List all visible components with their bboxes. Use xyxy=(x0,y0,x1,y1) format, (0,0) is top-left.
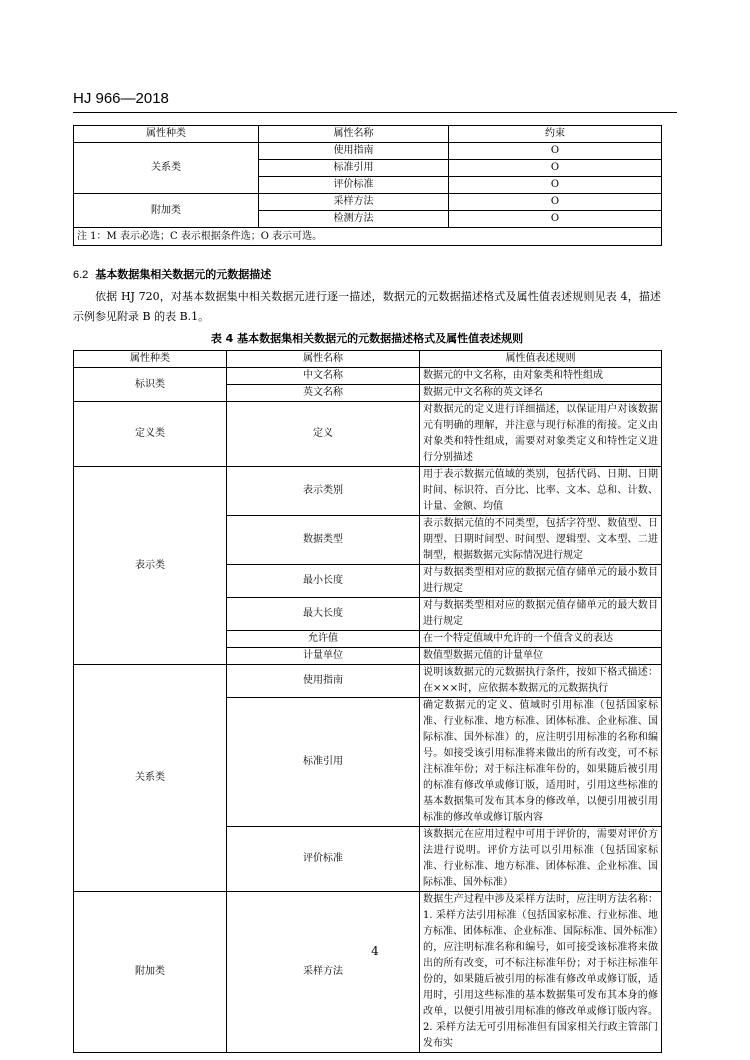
attribute-name-cell: 最小长度 xyxy=(227,565,420,598)
attribute-name-cell: 标准引用 xyxy=(259,160,449,177)
category-cell: 附加类 xyxy=(74,194,259,228)
attribute-name-cell: 最大长度 xyxy=(227,598,420,631)
table-row xyxy=(74,194,662,211)
rule-cell: 用于表示数据元值域的类别，包括代码、日期、日期时间、标识符、百分比、比率、文本、总和、计数、计量、金额、均值 xyxy=(420,467,662,516)
attribute-name-cell: 使用指南 xyxy=(259,143,449,160)
header-rule xyxy=(73,112,677,113)
table-note: 注 1：M 表示必选；C 表示根据条件选；O 表示可选。 xyxy=(74,228,662,246)
category-cell: 定义类 xyxy=(74,402,227,467)
attribute-name-cell: 评价标准 xyxy=(259,177,449,194)
attribute-name-cell: 计量单位 xyxy=(227,648,420,665)
column-header: 属性名称 xyxy=(227,351,420,368)
category-cell: 关系类 xyxy=(74,665,227,892)
column-header: 属性值表述规则 xyxy=(420,351,662,368)
attribute-name-cell: 允许值 xyxy=(227,631,420,648)
table-row xyxy=(74,402,662,467)
constraint-cell: O xyxy=(449,211,662,228)
attribute-name-cell: 评价标准 xyxy=(227,827,420,892)
attribute-name-cell: 定义 xyxy=(227,402,420,467)
constraint-cell: O xyxy=(449,160,662,177)
page-number: 4 xyxy=(371,944,379,958)
attribute-name-cell: 中文名称 xyxy=(227,368,420,385)
attribute-name-cell: 采样方法 xyxy=(227,892,420,1053)
section-number: 6.2 xyxy=(73,269,89,281)
attribute-name-cell: 数据类型 xyxy=(227,516,420,565)
rule-cell: 数据生产过程中涉及采样方法时，应注明方法名称：1. 采样方法引用标准（包括国家标准、行业标准、地方标准、团体标准、企业标准、国际标准、国外标准）的，应注明标准名称和编号，如可接受该标准将来做出的所有改变，可不标注标准年份；对于标注标准年份的，如果随后被引用的标准有修改单或修订版，适用时，引用这些标准的基本数据集可发布其本身的修改单，以便引用被引用标准的修改单或修订版内容。2. 采样方法无可引用标准但有国家相关行政主管部门发布实 xyxy=(420,892,662,1053)
section-heading xyxy=(73,266,271,282)
column-header: 约束 xyxy=(449,126,662,143)
attribute-name-cell: 表示类别 xyxy=(227,467,420,516)
rule-cell: 表示数据元值的不同类型，包括字符型、数值型、日期型、日期时间型、时间型、逻辑型、文本型、二进制型，根据数据元实际情况进行规定 xyxy=(420,516,662,565)
attribute-name-cell: 标准引用 xyxy=(227,698,420,827)
rule-cell: 对与数据类型相对应的数据元值存储单元的最大数目进行规定 xyxy=(420,598,662,631)
constraint-cell: O xyxy=(449,143,662,160)
table-row xyxy=(74,143,662,160)
rule-cell: 对与数据类型相对应的数据元值存储单元的最小数目进行规定 xyxy=(420,565,662,598)
table-row xyxy=(74,368,662,385)
table-row xyxy=(74,467,662,516)
table-row xyxy=(74,892,662,1053)
rule-cell: 对数据元的定义进行详细描述，以保证用户对该数据元有明确的理解，并注意与现行标准的衔接。定义由对象类和特性组成，需要对对象类定义和特性定义进行分别描述 xyxy=(420,402,662,467)
rule-cell: 数值型数据元值的计量单位 xyxy=(420,648,662,665)
rule-cell: 在一个特定值域中允许的一个值含义的表达 xyxy=(420,631,662,648)
attribute-name-cell: 检测方法 xyxy=(259,211,449,228)
rule-cell: 数据元中文名称的英文译名 xyxy=(420,385,662,402)
attribute-name-cell: 英文名称 xyxy=(227,385,420,402)
rule-cell: 说明该数据元的元数据执行条件，按如下格式描述：在×××时，应依据本数据元的元数据执行 xyxy=(420,665,662,698)
table-note-row xyxy=(74,228,662,246)
table-row xyxy=(74,665,662,698)
category-cell: 标识类 xyxy=(74,368,227,402)
column-header: 属性种类 xyxy=(74,126,259,143)
column-header: 属性种类 xyxy=(74,351,227,368)
table-header-row xyxy=(74,351,662,368)
column-header: 属性名称 xyxy=(259,126,449,143)
body-paragraph: 依据 HJ 720，对基本数据集中相关数据元进行逐一描述，数据元的元数据描述格式及属性值表述规则见表 4，描述示例参见附录 B 的表 B.1。 xyxy=(73,290,661,323)
attribute-constraint-table xyxy=(73,125,662,246)
constraint-cell: O xyxy=(449,177,662,194)
constraint-cell: O xyxy=(449,194,662,211)
attribute-name-cell: 使用指南 xyxy=(227,665,420,698)
rule-cell: 确定数据元的定义、值域时引用标准（包括国家标准、行业标准、地方标准、团体标准、企业标准、国际标准、国外标准）的，应注明引用标准的名称和编号。如接受该引用标准将来做出的所有改变，可不标注标准年份；对于标注标准年份的，如果随后被引用的标准有修改单或修订版，适用时，引用这些标准的基本数据集可发布其本身的修改单，以便引用被引用标准的修改单或修订版内容 xyxy=(420,698,662,827)
rule-cell: 该数据元在应用过程中可用于评价的，需要对评价方法进行说明。评价方法可以引用标准（包括国家标准、行业标准、地方标准、团体标准、企业标准、国际标准、国外标准） xyxy=(420,827,662,892)
table-caption: 表 4 基本数据集相关数据元的元数据描述格式及属性值表述规则 xyxy=(210,332,524,345)
table-header-row xyxy=(74,126,662,143)
category-cell: 附加类 xyxy=(74,892,227,1053)
category-cell: 关系类 xyxy=(74,143,259,194)
attribute-name-cell: 采样方法 xyxy=(259,194,449,211)
standard-number: HJ 966—2018 xyxy=(73,90,169,107)
section-title: 基本数据集相关数据元的元数据描述 xyxy=(95,268,272,281)
category-cell: 表示类 xyxy=(74,467,227,665)
rule-cell: 数据元的中文名称，由对象类和特性组成 xyxy=(420,368,662,385)
